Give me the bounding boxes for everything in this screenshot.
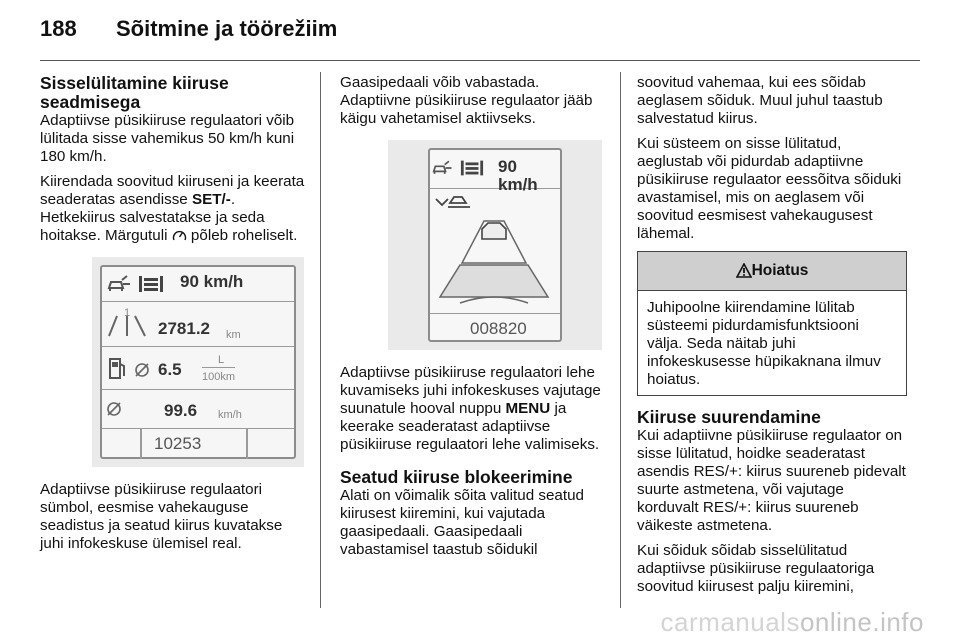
figure-caption: Adaptiivse püsikiiruse regulaatori sümbol, eesmise vahekauguse seadistus ja seatud kiirus kuvatakse juhi infokeskuse ülemisel real. [40,481,283,552]
road-vehicle-ahead-icon [430,213,558,313]
section-heading-speed-set: Sisselülitamine kiiruse seadmisega [40,73,229,112]
paragraph: Kui adaptiivne püsikiiruse regulaator on sisse lülitatud, hoidke seaderatast asendis RES/+: kiirus suureneb pidevalt suurte astmetena, või vajutage korduvalt RES/+: kiirus suureneb väikeste astmetena. [637,427,906,534]
header-divider [40,60,920,61]
warning-title: Hoiatus [751,262,809,279]
page-number: 188 [40,16,77,41]
fuel-pump-icon [108,356,128,380]
warning-triangle-icon [736,263,752,278]
odometer-value: 10253 [154,434,202,453]
consumption-unit-top: L [218,354,225,366]
average-speed-value: 99.6 [164,401,198,420]
display-speed-row [102,390,294,429]
menu-button-label: MENU [505,400,551,417]
section-heading-speed-increase: Kiiruse suurendamine [637,407,821,427]
set-speed-value: 90 km/h [180,272,244,291]
distance-bars-icon [138,275,164,293]
paragraph: Kui sõiduk sõidab sisselülitatud adaptiivse püsikiiruse regulaatoriga soovitud kiirusest palju kiiremini, [637,542,875,595]
average-speed-symbol-icon [106,401,122,417]
watermark: carmanualsonline.info [660,607,924,637]
warning-box [637,251,907,396]
paragraph: Adaptiivse püsikiiruse regulaatori võib lülitada sisse vahemikus 50 km/h kuni 180 km/h. [40,112,295,165]
average-symbol-icon [134,362,150,378]
follow-distance-icon [434,193,472,211]
paragraph: Gaasipedaali võib vabastada. Adaptiivne püsikiiruse regulaator jääb käigu vahetamisel aktiivseks. [340,74,593,127]
gear-indicator: 1 [124,307,131,319]
road-icon [107,314,147,338]
cruise-car-icon [432,159,454,177]
acc-display-figure [388,140,602,350]
paragraph: soovitud vahemaa, kui ees sõidab aeglasem sõiduk. Muul juhul taastub salvestatud kiirus. [637,74,883,127]
acc-top-row [430,150,560,194]
set-speed-value: 90 km/h [498,157,538,194]
distance-bars-icon [460,159,484,177]
page-header [40,16,337,42]
column-3 [637,74,907,603]
warning-text: Juhipoolne kiirendamine lülitab süsteemi pidurdamisfunktsiooni välja. Seda näitab juhi infokeskusesse hüpikaknana ilmuv hoiatus. [647,299,881,388]
warning-header [638,252,906,291]
trip-distance-value: 2781.2 [158,319,210,338]
column-divider-1 [320,72,321,608]
paragraph: Adaptiivse püsikiiruse regulaatori lehe kuvamiseks juhi infokeskuses vajutage suunatule hooval nuppu MENU ja keerake seaderatast adaptiivse püsikiiruse regulaatori lehe valimiseks. [340,364,601,453]
trip-distance-unit: km [226,329,241,341]
cruise-control-indicator-icon [172,229,187,242]
consumption-unit-bottom: 100km [202,367,235,386]
paragraph: Alati on võimalik sõita valitud seatud kiirusest kiiremini, kui vajutada gaasipedaali. Gaasipedaali vabastamisel taastub sõidukil [340,487,584,558]
display-top-row [102,267,294,302]
acc-graphic [430,189,560,314]
paragraph: Kui süsteem on sisse lülitatud, aeglustab või pidurdab adaptiivne püsikiiruse regulaator eessõitva sõiduki avastamisel, mis on aeglasem või soovitud eesmisest vahekaugusest lähemal. [637,135,902,242]
fuel-consumption-value: 6.5 [158,360,182,379]
column-divider-2 [620,72,621,608]
paragraph: Kiirendada soovitud kiiruseni ja keerata seaderatas asendisse SET/-. Hetkekiirus salvestatakse ja seda hoitakse. Märgutuli põleb roheliselt. [40,173,305,244]
section-heading-speed-lock: Seatud kiiruse blokeerimine [340,467,573,487]
driver-info-display [100,265,296,459]
page-title: Sõitmine ja töörežiim [116,16,338,41]
odometer-value: 008820 [470,319,527,338]
column-1 [40,74,308,560]
acc-odometer-row [430,314,560,344]
average-speed-unit: km/h [218,409,242,421]
acc-display [428,148,562,342]
display-odometer-row [102,429,294,459]
cruise-car-icon [107,274,133,294]
column-2 [340,74,602,566]
display-consumption-row [102,347,294,390]
trip-computer-display-figure [92,257,304,467]
display-distance-row [102,302,294,347]
